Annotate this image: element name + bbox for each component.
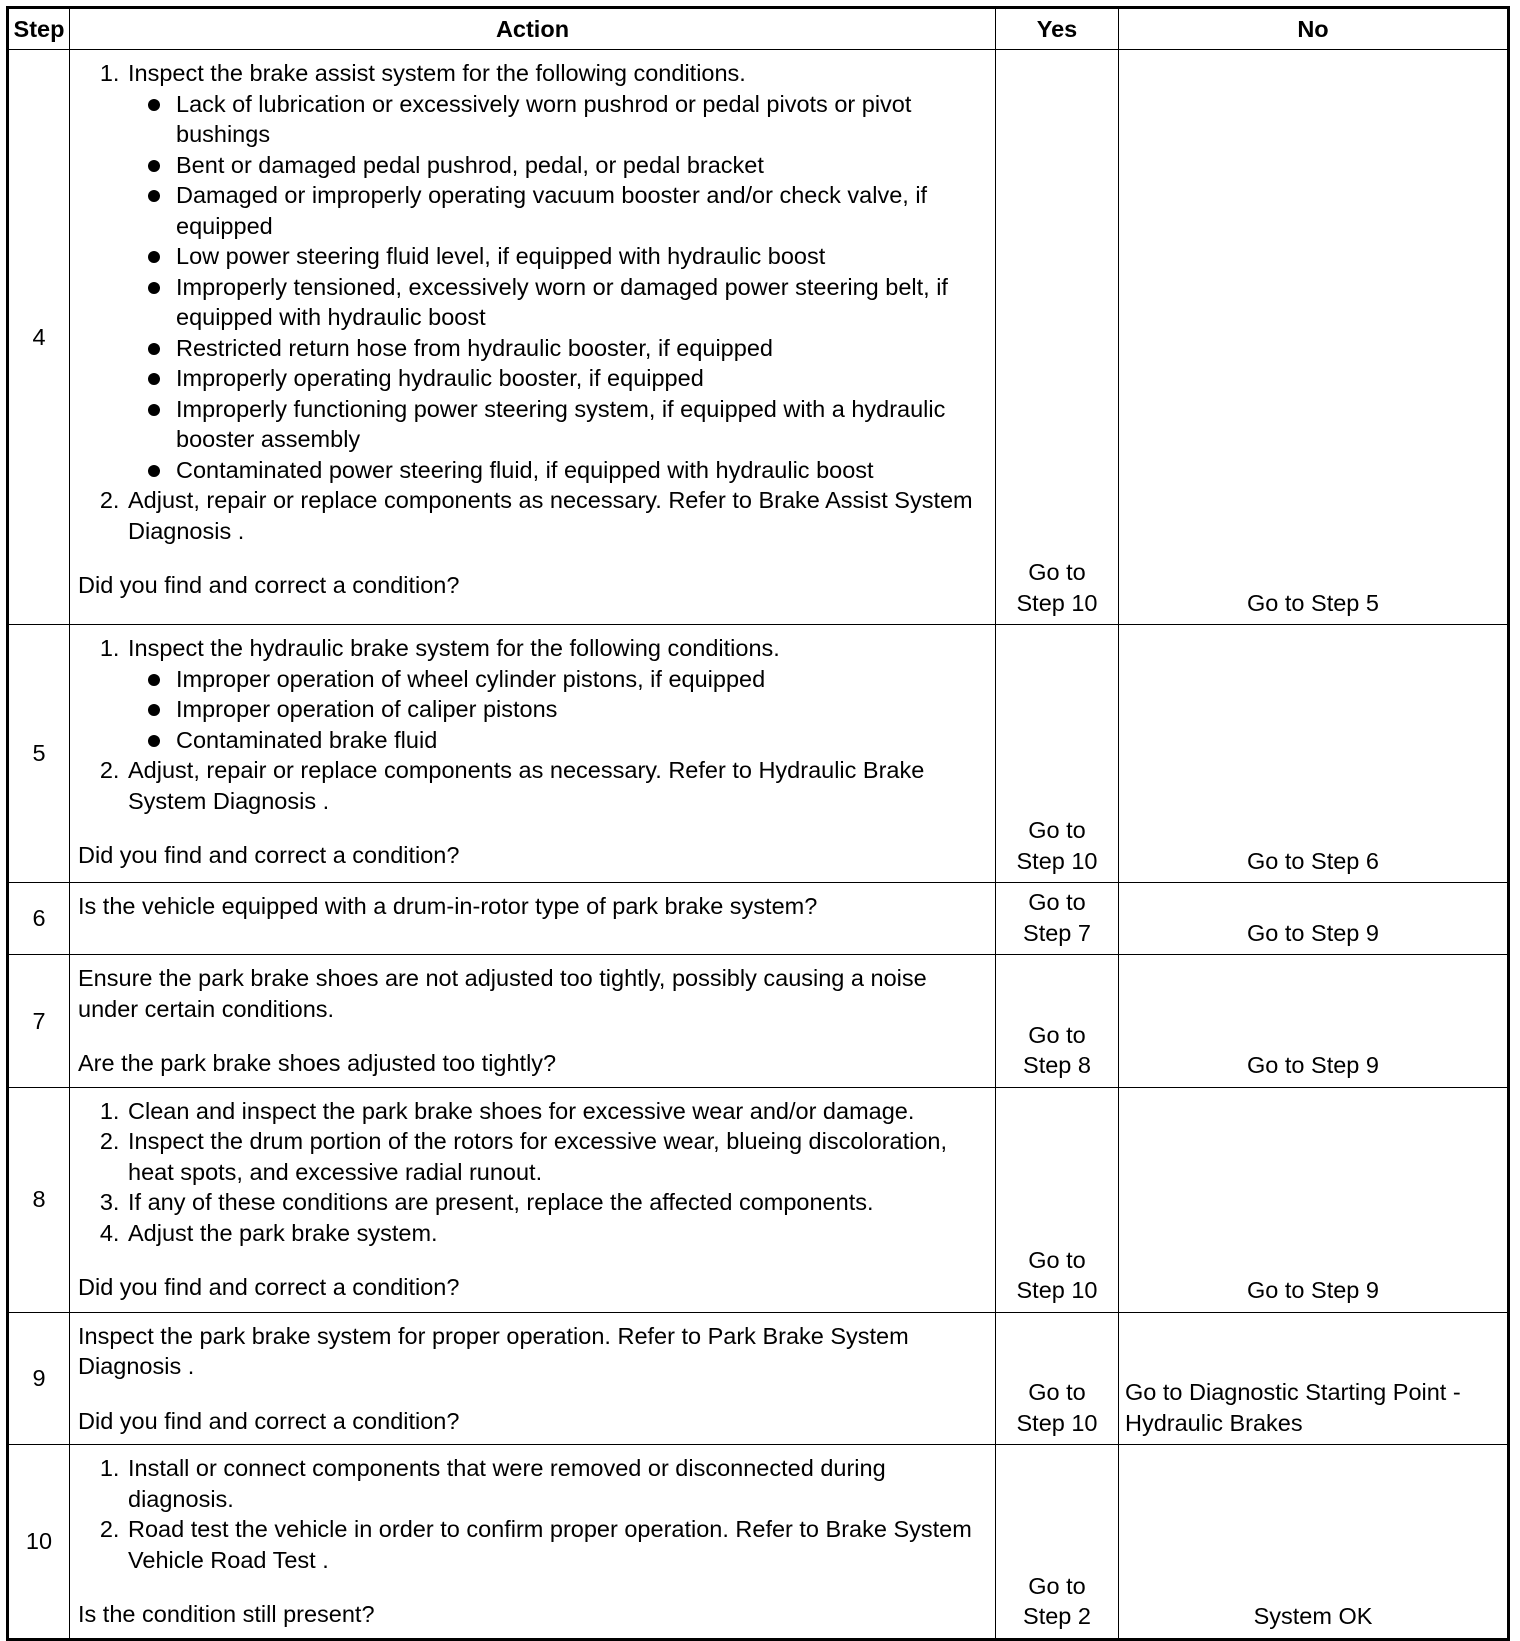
action-question: Did you find and correct a condition? [78, 572, 460, 598]
condition-item: Improper operation of caliper pistons [176, 694, 987, 725]
action-step-text: Install or connect components that were removed or disconnected during diagnosis. [128, 1455, 886, 1512]
action-cell [70, 883, 996, 955]
condition-list [128, 664, 987, 756]
step-number: 7 [8, 955, 70, 1088]
yes-cell [996, 1087, 1119, 1312]
condition-item: Improperly tensioned, excessively worn or damaged power steering belt, if equipped with hydraulic boost [176, 272, 987, 333]
condition-item: Low power steering fluid level, if equipped with hydraulic boost [176, 241, 987, 272]
yes-text: Step 10 [1016, 589, 1098, 616]
yes-text: Go to [1028, 1379, 1086, 1405]
no-cell: Go to Step 5 [1119, 50, 1509, 625]
action-step-text: Adjust, repair or replace components as necessary. Refer to Brake Assist System Diagnosis . [128, 487, 973, 544]
action-step-text: Adjust the park brake system. [128, 1219, 438, 1246]
header-row [8, 8, 1509, 50]
action-cell [70, 1312, 996, 1445]
table-row [8, 1312, 1509, 1445]
yes-cell [996, 625, 1119, 883]
yes-text: Go to [1028, 1572, 1086, 1599]
step-number: 6 [8, 883, 70, 955]
action-question: Did you find and correct a condition? [78, 1407, 460, 1434]
action-text: Inspect the park brake system for proper operation. Refer to Park Brake System Diagnosis . [78, 1322, 909, 1379]
condition-item: Improper operation of wheel cylinder pistons, if equipped [176, 664, 987, 695]
step-number: 4 [8, 50, 70, 625]
yes-text: Go to [1028, 817, 1086, 843]
step-number: 10 [8, 1445, 70, 1640]
action-question: Are the park brake shoes adjusted too tightly? [78, 1050, 557, 1076]
step-number: 8 [8, 1087, 70, 1312]
action-steps-list [78, 633, 987, 816]
yes-text: Go to [1028, 1246, 1086, 1273]
action-text: Is the vehicle equipped with a drum-in-rotor type of park brake system? [78, 893, 818, 919]
table-row [8, 955, 1509, 1088]
header-step: Step [8, 8, 70, 50]
condition-item: Lack of lubrication or excessively worn pushrod or pedal pivots or pivot bushings [176, 89, 987, 150]
action-steps-list [78, 58, 987, 546]
header-action: Action [70, 8, 996, 50]
yes-text: Step 10 [1016, 847, 1098, 874]
action-step-text: Road test the vehicle in order to confirm proper operation. Refer to Brake System Vehicle Road Test . [128, 1516, 972, 1573]
action-step [126, 1514, 987, 1575]
yes-cell [996, 50, 1119, 625]
header-no: No [1119, 8, 1509, 50]
yes-text: Go to [1028, 1021, 1086, 1048]
action-step-text: Adjust, repair or replace components as necessary. Refer to Hydraulic Brake System Diagnosis . [128, 757, 925, 814]
action-step [126, 58, 987, 485]
action-step [126, 1218, 987, 1249]
no-cell: Go to Step 9 [1119, 1087, 1509, 1312]
action-question: Did you find and correct a condition? [78, 842, 460, 868]
no-cell: Go to Step 6 [1119, 625, 1509, 883]
table-row [8, 883, 1509, 955]
condition-item: Bent or damaged pedal pushrod, pedal, or pedal bracket [176, 150, 987, 181]
condition-list [128, 89, 987, 486]
action-step [126, 1126, 987, 1187]
action-step [126, 1453, 987, 1514]
action-step-text: Inspect the drum portion of the rotors for excessive wear, blueing discoloration, heat spots, and excessive radial runout. [128, 1128, 948, 1185]
action-step-text: Inspect the brake assist system for the following conditions. [128, 60, 746, 86]
action-cell [70, 1445, 996, 1640]
action-step [126, 1187, 987, 1218]
table-row [8, 1445, 1509, 1640]
condition-item: Improperly operating hydraulic booster, if equipped [176, 363, 987, 394]
action-step-text: Inspect the hydraulic brake system for the following conditions. [128, 635, 780, 661]
action-step [126, 1096, 987, 1127]
header-yes: Yes [996, 8, 1119, 50]
action-step-text: Clean and inspect the park brake shoes for excessive wear and/or damage. [128, 1097, 915, 1124]
yes-cell [996, 955, 1119, 1088]
action-step-text: If any of these conditions are present, replace the affected components. [128, 1189, 874, 1215]
table-row [8, 625, 1509, 883]
condition-item: Contaminated power steering fluid, if equipped with hydraulic boost [176, 455, 987, 486]
yes-text: Step 10 [1016, 1277, 1098, 1303]
action-question: Is the condition still present? [78, 1601, 375, 1627]
step-number: 5 [8, 625, 70, 883]
action-steps-list [78, 1453, 987, 1575]
action-cell [70, 50, 996, 625]
no-cell: System OK [1119, 1445, 1509, 1640]
table-row [8, 50, 1509, 625]
yes-text: Step 2 [1023, 1603, 1091, 1629]
table-row [8, 1087, 1509, 1312]
action-cell [70, 1087, 996, 1312]
action-cell [70, 955, 996, 1088]
yes-cell [996, 1445, 1119, 1640]
action-steps-list [78, 1096, 987, 1249]
condition-item: Contaminated brake fluid [176, 725, 987, 756]
yes-cell [996, 883, 1119, 955]
no-cell: Go to Step 9 [1119, 883, 1509, 955]
action-cell [70, 625, 996, 883]
action-text: Ensure the park brake shoes are not adjusted too tightly, possibly causing a noise under certain conditions. [78, 965, 927, 1022]
yes-text: Step 8 [1023, 1052, 1091, 1078]
action-step [126, 633, 987, 755]
action-step [126, 755, 987, 816]
diagnostic-table [6, 6, 1510, 1641]
no-cell: Go to Step 9 [1119, 955, 1509, 1088]
condition-item: Damaged or improperly operating vacuum booster and/or check valve, if equipped [176, 180, 987, 241]
action-question: Did you find and correct a condition? [78, 1274, 460, 1300]
action-step [126, 485, 987, 546]
step-number: 9 [8, 1312, 70, 1445]
yes-text: Step 10 [1016, 1409, 1098, 1436]
yes-text: Go to [1028, 559, 1086, 585]
yes-text: Step 7 [1023, 919, 1091, 946]
condition-item: Restricted return hose from hydraulic booster, if equipped [176, 333, 987, 364]
table-body [8, 50, 1509, 1640]
yes-cell [996, 1312, 1119, 1445]
yes-text: Go to [1028, 889, 1086, 915]
condition-item: Improperly functioning power steering system, if equipped with a hydraulic booster assembly [176, 394, 987, 455]
no-cell: Go to Diagnostic Starting Point - Hydraulic Brakes [1119, 1312, 1509, 1445]
